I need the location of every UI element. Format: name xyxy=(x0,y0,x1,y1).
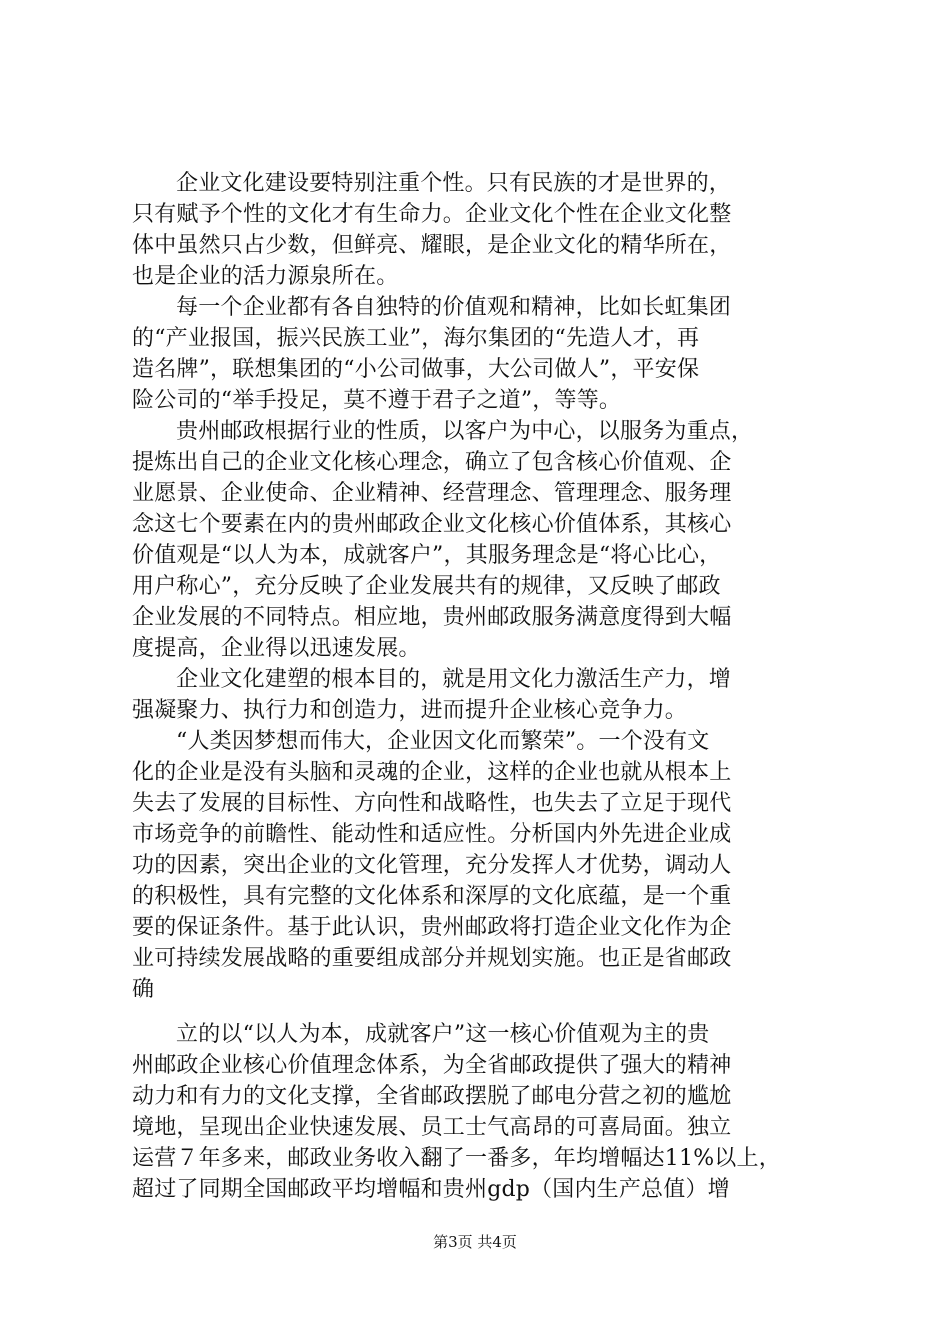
text-line: 贵州邮政根据行业的性质，以客户为中心，以服务为重点， xyxy=(176,419,754,444)
text-line: 失去了发展的目标性、方向性和战略性，也失去了立足于现代 xyxy=(132,791,732,816)
paragraph xyxy=(132,664,830,726)
text-line: 提炼出自己的企业文化核心理念，确立了包含核心价值观、企 xyxy=(132,450,732,475)
text-line: 运营７年多来，邮政业务收入翻了一番多，年均增幅达11%以上， xyxy=(132,1146,781,1171)
text-line: 确 xyxy=(132,977,155,1002)
text-line: 州邮政企业核心价值理念体系，为全省邮政提供了强大的精神 xyxy=(132,1053,732,1078)
text-line: 功的因素，突出企业的文化管理，充分发挥人才优势，调动人 xyxy=(132,853,732,878)
text-line: 强凝聚力、执行力和创造力，进而提升企业核心竞争力。 xyxy=(132,698,688,723)
text-line: 念这七个要素在内的贵州邮政企业文化核心价值体系，其核心 xyxy=(132,512,732,537)
text-line: 境地，呈现出企业快速发展、员工士气高昂的可喜局面。独立 xyxy=(132,1115,732,1140)
text-line: 的积极性，具有完整的文化体系和深厚的文化底蕴，是一个重 xyxy=(132,884,732,909)
paragraph-gap xyxy=(132,1005,830,1019)
paragraph xyxy=(132,416,830,664)
text-line: 每一个企业都有各自独特的价值观和精神，比如长虹集团 xyxy=(176,295,732,320)
text-line: 市场竞争的前瞻性、能动性和适应性。分析国内外先进企业成 xyxy=(132,822,732,847)
text-line: 体中虽然只占少数，但鲜亮、耀眼，是企业文化的精华所在， xyxy=(132,233,732,258)
paragraph xyxy=(132,726,830,1005)
text-line: 企业文化建塑的根本目的，就是用文化力激活生产力，增 xyxy=(176,667,732,692)
paragraph xyxy=(132,1019,830,1205)
page-number-label: 第3页 共4页 xyxy=(433,1233,517,1251)
text-line: 立的以“以人为本，成就客户”这一核心价值观为主的贵 xyxy=(176,1022,710,1047)
text-line: 造名牌”，联想集团的“小公司做事，大公司做人”，平安保 xyxy=(132,357,700,382)
text-line: 动力和有力的文化支撑，全省邮政摆脱了邮电分营之初的尴尬 xyxy=(132,1084,732,1109)
text-line: 险公司的“举手投足，莫不遵于君子之道”，等等。 xyxy=(132,388,622,413)
text-line: 只有赋予个性的文化才有生命力。企业文化个性在企业文化整 xyxy=(132,202,732,227)
page-footer xyxy=(0,1232,950,1252)
text-line: 要的保证条件。基于此认识，贵州邮政将打造企业文化作为企 xyxy=(132,915,732,940)
text-line: 价值观是“以人为本，成就客户”，其服务理念是“将心比心， xyxy=(132,543,722,568)
paragraph xyxy=(132,168,830,292)
text-line: 化的企业是没有头脑和灵魂的企业，这样的企业也就从根本上 xyxy=(132,760,732,785)
text-line: 企业文化建设要特别注重个性。只有民族的才是世界的， xyxy=(176,171,732,196)
text-line: 业愿景、企业使命、企业精神、经营理念、管理理念、服务理 xyxy=(132,481,732,506)
text-line: “人类因梦想而伟大，企业因文化而繁荣”。一个没有文 xyxy=(176,729,710,754)
text-line: 超过了同期全国邮政平均增幅和贵州gdp（国内生产总值）增 xyxy=(132,1177,730,1202)
text-line: 用户称心”，充分反映了企业发展共有的规律，又反映了邮政 xyxy=(132,574,721,599)
paragraph xyxy=(132,292,830,416)
text-line: 企业发展的不同特点。相应地，贵州邮政服务满意度得到大幅 xyxy=(132,605,732,630)
text-line: 的“产业报国，振兴民族工业”，海尔集团的“先造人才，再 xyxy=(132,326,700,351)
document-body xyxy=(132,168,830,1205)
text-line: 业可持续发展战略的重要组成部分并规划实施。也正是省邮政 xyxy=(132,946,732,971)
text-line: 度提高，企业得以迅速发展。 xyxy=(132,636,421,661)
text-line: 也是企业的活力源泉所在。 xyxy=(132,264,399,289)
